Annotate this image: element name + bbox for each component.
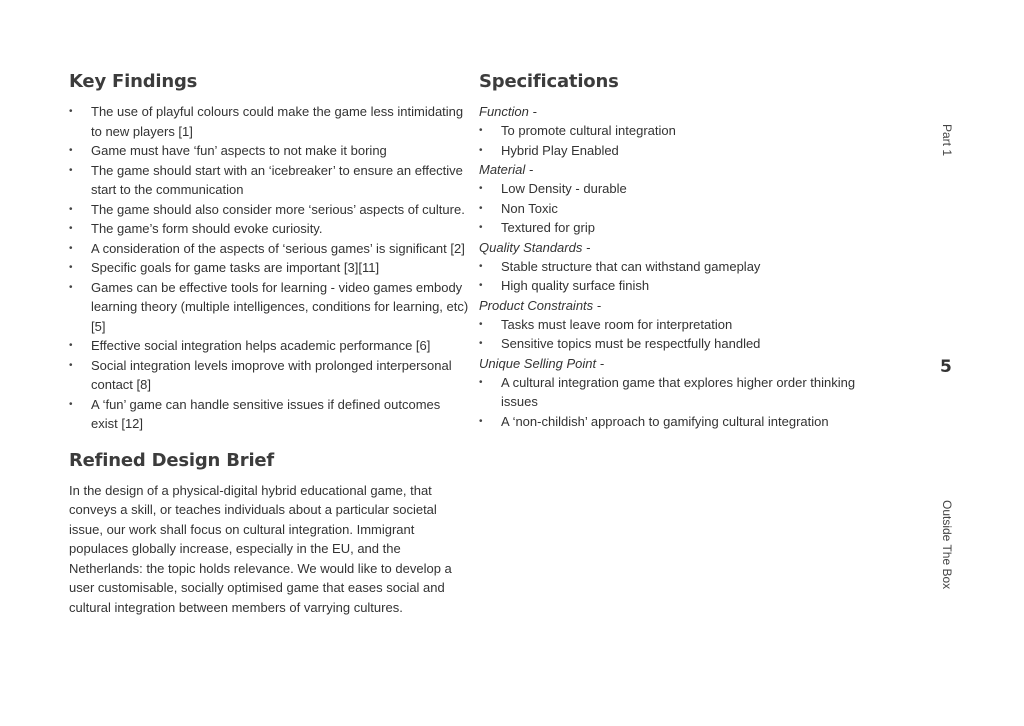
- unique-selling-point-label: Unique Selling Point -: [479, 355, 605, 371]
- design-brief-heading: Refined Design Brief: [69, 449, 275, 471]
- list-item: • A cultural integration game that explores higher order thinking issues: [479, 373, 879, 412]
- quality-standards-label: Quality Standards -: [479, 239, 591, 255]
- list-item: • The use of playful colours could make the game less intimidating to new players [1]: [69, 102, 469, 141]
- list-item: • Low Density - durable: [479, 179, 879, 199]
- list-item: • Textured for grip: [479, 218, 879, 238]
- design-brief-text: In the design of a physical-digital hybrid educational game, that conveys a skill, or teaches individuals about a particular societal issue, our work shall focus on cultural integration. Immigrant populaces globally increase, especially in the EU, and the Netherlands: the topic holds relevance. We would like to develop a user customisable, socially optimised game that eases social and cultural integration between members of varrying cultures.: [69, 482, 452, 615]
- product-constraints-label: Product Constraints -: [479, 297, 602, 313]
- page-number: 5: [940, 357, 952, 377]
- list-item: • Tasks must leave room for interpretation: [479, 315, 879, 335]
- list-item: • Non Toxic: [479, 199, 879, 219]
- material-label: Material -: [479, 162, 534, 177]
- list-item: • Games can be effective tools for learning - video games embody learning theory (multiple intelligences, conditions for learning, etc) [5]: [69, 278, 469, 337]
- specifications-heading: Specifications: [479, 71, 619, 92]
- function-list: [479, 121, 879, 160]
- list-item: • High quality surface finish: [479, 276, 879, 296]
- key-findings-list: [69, 102, 469, 434]
- list-item: • Hybrid Play Enabled: [479, 141, 879, 161]
- list-item: • Game must have ‘fun’ aspects to not make it boring: [69, 141, 469, 161]
- left-column: [69, 68, 469, 617]
- list-item: • The game’s form should evoke curiosity.: [69, 219, 469, 239]
- list-item: • A ‘fun’ game can handle sensitive issues if defined outcomes exist [12]: [69, 395, 469, 434]
- list-item: • A consideration of the aspects of ‘serious games’ is significant [2]: [69, 239, 469, 259]
- list-item: • Stable structure that can withstand gameplay: [479, 257, 879, 277]
- brand-label: Outside The Box: [940, 500, 954, 590]
- function-label: Function -: [479, 104, 537, 119]
- unique-selling-point-list: [479, 373, 879, 432]
- quality-standards-list: [479, 257, 879, 296]
- list-item: • A ‘non-childish’ approach to gamifying cultural integration: [479, 412, 879, 432]
- right-column: [479, 68, 879, 431]
- list-item: • To promote cultural integration: [479, 121, 879, 141]
- key-findings-heading: Key Findings: [69, 71, 198, 92]
- material-list: [479, 179, 879, 238]
- list-item: • Specific goals for game tasks are important [3][11]: [69, 258, 469, 278]
- product-constraints-list: [479, 315, 879, 354]
- list-item: • The game should start with an ‘icebreaker’ to ensure an effective start to the communication: [69, 161, 469, 200]
- list-item: • The game should also consider more ‘serious’ aspects of culture.: [69, 200, 469, 220]
- part-label: Part 1: [940, 124, 954, 157]
- list-item: • Social integration levels imoprove with prolonged interpersonal contact [8]: [69, 356, 469, 395]
- list-item: • Sensitive topics must be respectfully handled: [479, 334, 879, 354]
- list-item: • Effective social integration helps academic performance [6]: [69, 336, 469, 356]
